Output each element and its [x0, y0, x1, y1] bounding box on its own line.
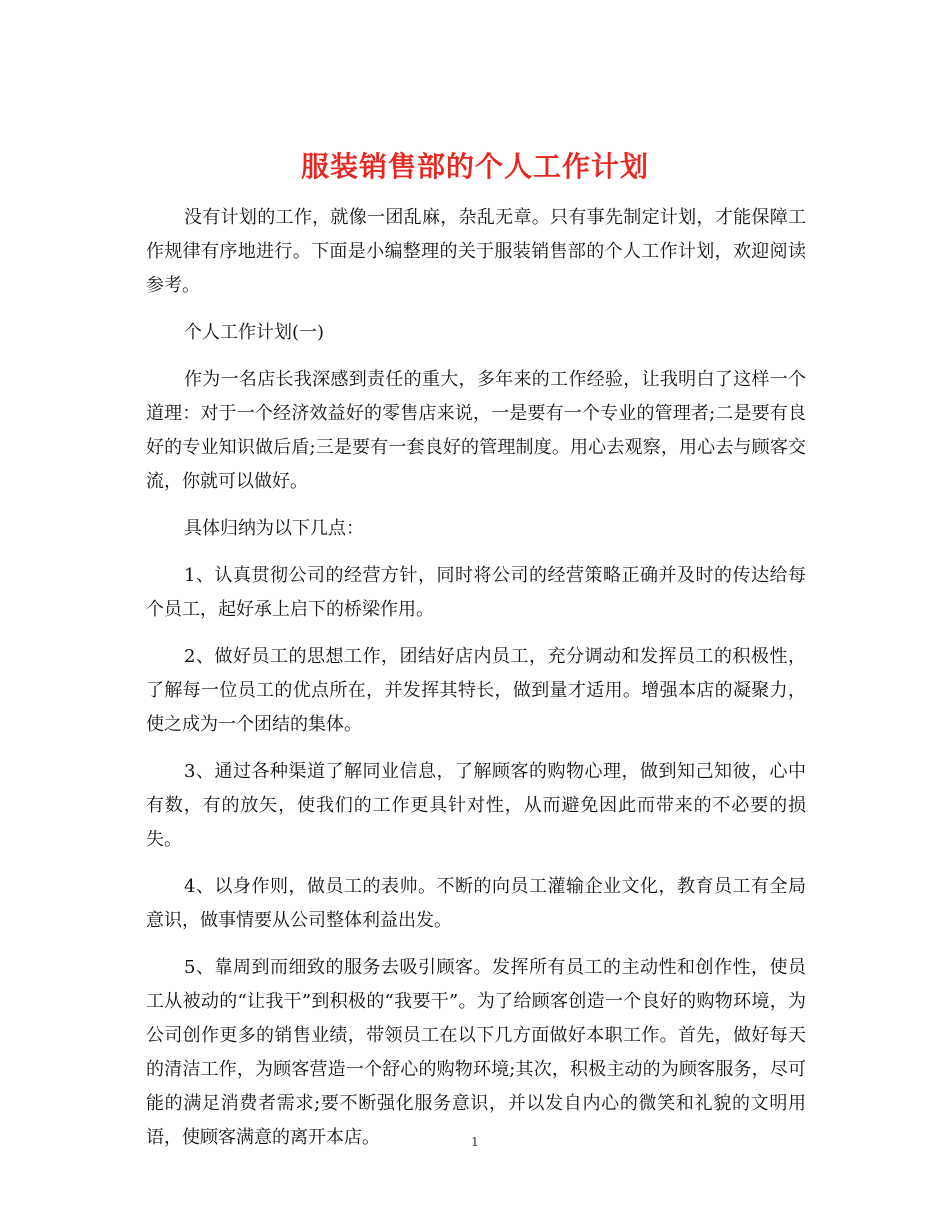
list-item: 1、认真贯彻公司的经营方针，同时将公司的经营策略正确并及时的传达给每个员工，起好承上启下的桥梁作用。: [146, 565, 806, 620]
page-number: 1: [471, 1135, 479, 1149]
list-item: 2、做好员工的思想工作，团结好店内员工，充分调动和发挥员工的积极性，了解每一位员工的优点所在，并发挥其特长，做到量才适用。增强本店的凝聚力，使之成为一个团结的集体。: [146, 646, 806, 735]
section-heading: 个人工作计划(一): [184, 322, 325, 343]
summary-lead: 具体归纳为以下几点：: [184, 518, 364, 539]
document-body: [146, 201, 806, 1168]
list-item: 3、通过各种渠道了解同业信息，了解顾客的购物心理，做到知己知彼，心中有数，有的放矢，使我们的工作更具针对性，从而避免因此而带来的不必要的损失。: [146, 761, 806, 850]
intro-paragraph: 没有计划的工作，就像一团乱麻，杂乱无章。只有事先制定计划，才能保障工作规律有序地进行。下面是小编整理的关于服装销售部的个人工作计划，欢迎阅读参考。: [146, 207, 806, 296]
document-title: 服装销售部的个人工作计划: [300, 149, 649, 183]
list-item: 5、靠周到而细致的服务去吸引顾客。发挥所有员工的主动性和创作性，使员工从被动的“让我干”到积极的“我要干”。为了给顾客创造一个良好的购物环境，为公司创作更多的销售业绩，带领员工在以下几方面做好本职工作。首先，做好每天的清洁工作，为顾客营造一个舒心的购物环境;其次，积极主动的为顾客服务，尽可能的满足消费者需求;要不断强化服务意识，并以发自内心的微笑和礼貌的文明用语，使顾客满意的离开本店。: [146, 957, 806, 1148]
body-paragraph: 作为一名店长我深感到责任的重大，多年来的工作经验，让我明白了这样一个道理：对于一个经济效益好的零售店来说，一是要有一个专业的管理者;二是要有良好的专业知识做后盾;三是要有一套良好的管理制度。用心去观察，用心去与顾客交流，你就可以做好。: [146, 369, 806, 492]
list-item: 4、以身作则，做员工的表帅。不断的向员工灌输企业文化，教育员工有全局意识，做事情要从公司整体利益出发。: [146, 876, 806, 931]
